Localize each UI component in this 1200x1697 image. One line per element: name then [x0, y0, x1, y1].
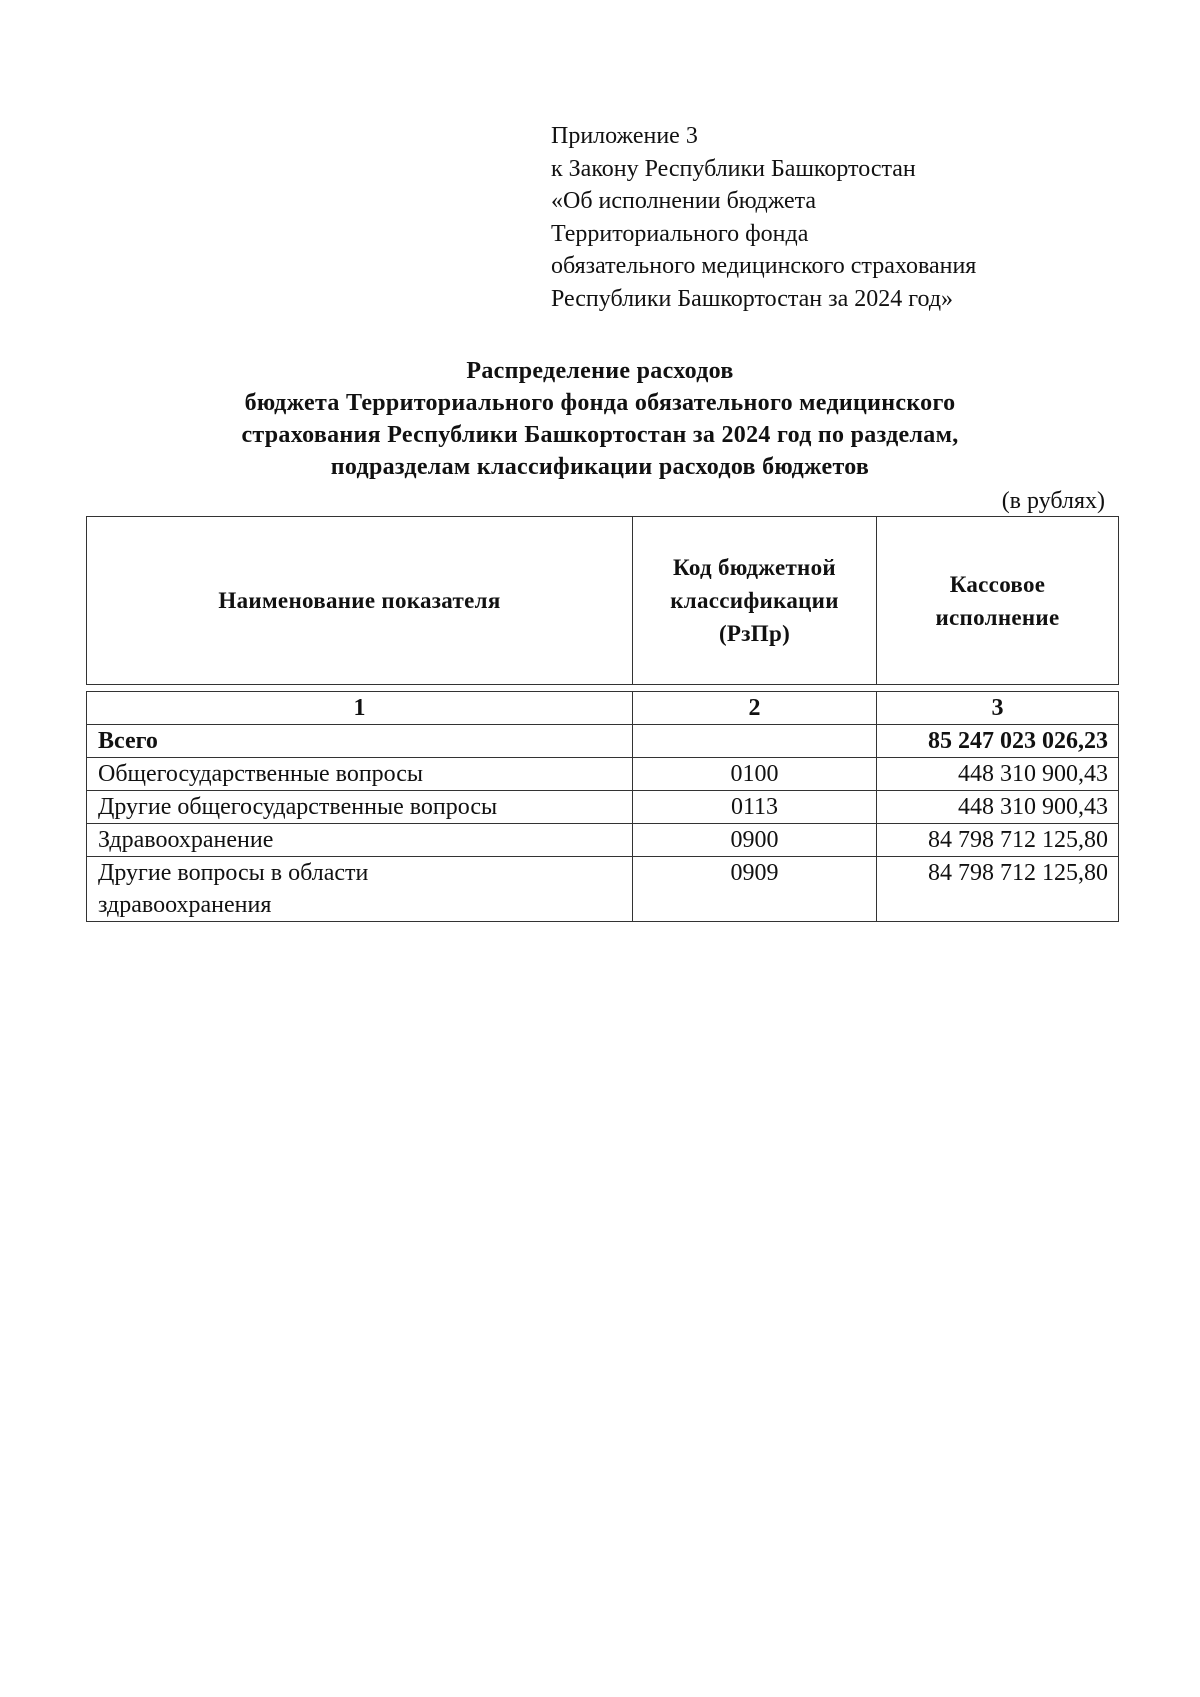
row-name: Другие общегосударственные вопросы — [87, 791, 633, 824]
row-amount: 84 798 712 125,80 — [877, 857, 1119, 922]
appendix-line: к Закону Республики Башкортостан — [551, 155, 916, 182]
row-code: 0113 — [633, 791, 877, 824]
row-code: 0100 — [633, 758, 877, 791]
appendix-reference — [551, 120, 1111, 315]
header-text: Кассовое — [949, 571, 1046, 597]
appendix-line: Республики Башкортостан за 2024 год» — [551, 285, 954, 312]
header-cash-execution — [877, 517, 1119, 685]
title-line: бюджета Территориального фонда обязательного медицинского — [244, 390, 956, 416]
units-note: (в рублях) — [1001, 488, 1105, 514]
appendix-line: обязательного медицинского страхования — [551, 253, 977, 279]
title-line: Распределение расходов — [466, 358, 734, 384]
expenditure-table — [86, 691, 1119, 922]
header-row — [87, 517, 1119, 685]
header-indicator-name — [87, 517, 633, 685]
appendix-line: Приложение 3 — [551, 123, 698, 149]
table-row — [87, 824, 1119, 857]
column-number: 3 — [877, 692, 1119, 725]
row-amount: 85 247 023 026,23 — [877, 725, 1119, 758]
row-name — [87, 857, 633, 922]
title-line: страхования Республики Башкортостан за 2024 год по разделам, — [241, 422, 959, 448]
header-text: исполнение — [935, 604, 1060, 630]
row-name: Здравоохранение — [87, 824, 633, 857]
row-code: 0909 — [633, 857, 877, 922]
table-row — [87, 758, 1119, 791]
row-name-line: здравоохранения — [98, 892, 272, 918]
column-number-row — [87, 692, 1119, 725]
row-name-line: Другие вопросы в области — [98, 860, 369, 886]
column-number: 1 — [87, 692, 633, 725]
row-amount: 448 310 900,43 — [877, 758, 1119, 791]
table-row-total — [87, 725, 1119, 758]
header-text: классификации — [670, 588, 839, 613]
row-name: Всего — [87, 725, 633, 758]
header-text: (РзПр) — [718, 621, 791, 646]
header-text: Код бюджетной — [673, 555, 836, 580]
row-code: 0900 — [633, 824, 877, 857]
header-budget-code — [633, 517, 877, 685]
title-line: подразделам классификации расходов бюджетов — [330, 454, 870, 480]
header-text: Наименование показателя — [218, 588, 501, 613]
document-title — [100, 355, 1100, 483]
appendix-line: Территориального фонда — [551, 220, 809, 247]
appendix-line: «Об исполнении бюджета — [551, 188, 817, 214]
row-code — [633, 725, 877, 758]
table-row — [87, 791, 1119, 824]
table-row — [87, 857, 1119, 922]
row-name: Общегосударственные вопросы — [87, 758, 633, 791]
row-amount: 448 310 900,43 — [877, 791, 1119, 824]
column-number: 2 — [633, 692, 877, 725]
table-header — [86, 516, 1119, 685]
row-amount: 84 798 712 125,80 — [877, 824, 1119, 857]
